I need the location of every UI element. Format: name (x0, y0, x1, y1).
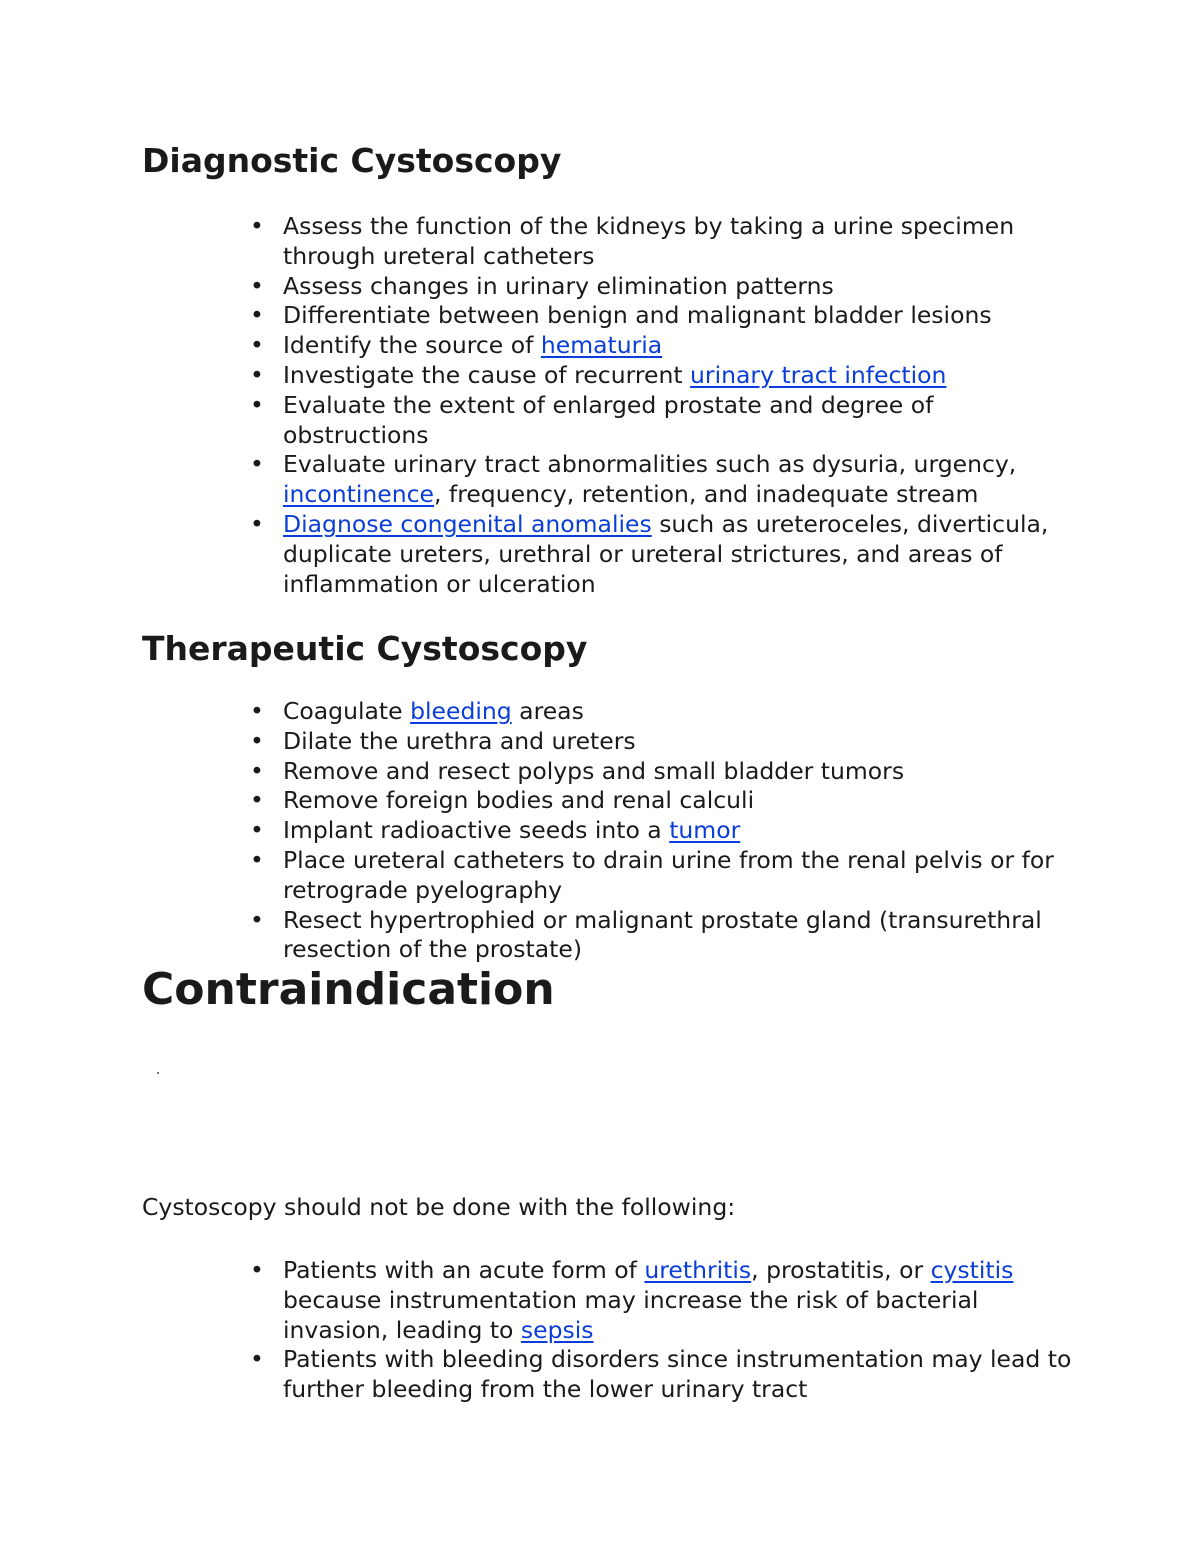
list-item (142, 757, 1072, 787)
item-text: Assess changes in urinary elimination patterns (283, 271, 834, 300)
bullet-icon: • (250, 450, 264, 479)
item-text: Evaluate urinary tract abnormalities such as dysuria, urgency, (283, 450, 1017, 479)
diagnostic-heading: Diagnostic Cystoscopy (142, 141, 562, 180)
therapeutic-heading: Therapeutic Cystoscopy (142, 629, 588, 668)
item-text: Assess the function of the kidneys by taking a urine specimen through ureteral catheters (283, 212, 1015, 270)
item-text: Differentiate between benign and malignant bladder lesions (283, 301, 992, 330)
item-text: areas (511, 697, 584, 725)
bullet-icon: • (250, 301, 264, 330)
link-cystitis[interactable]: cystitis (930, 1256, 1014, 1284)
link-incontinence[interactable]: incontinence (283, 480, 434, 509)
diagnostic-list (142, 212, 1072, 599)
item-text: because instrumentation may increase the risk of bacterial invasion, leading to (283, 1285, 979, 1344)
list-item (142, 846, 1072, 906)
bullet-icon: • (250, 816, 264, 845)
item-text: such as ureteroceles, diverticula, duplicate ureters, urethral or ureteral strictures, and areas of inflammation or ulceration (283, 509, 1049, 598)
list-item (142, 301, 1072, 331)
bullet-icon: • (250, 331, 264, 360)
item-text: Patients with an acute form of (283, 1256, 645, 1284)
bullet-icon: • (250, 905, 264, 934)
item-text: , prostatitis, or (751, 1256, 931, 1284)
item-text: Implant radioactive seeds into a (283, 816, 670, 845)
list-item (142, 361, 1072, 391)
bullet-icon: • (250, 212, 264, 240)
list-item (142, 391, 1072, 451)
link-hematuria[interactable]: hematuria (540, 331, 663, 360)
bullet-icon: • (250, 360, 264, 389)
bullet-icon: • (250, 756, 264, 785)
item-text: Evaluate the extent of enlarged prostate and degree of obstructions (283, 390, 934, 449)
link-sepsis[interactable]: sepsis (520, 1315, 594, 1344)
bullet-icon: • (250, 509, 264, 538)
bullet-icon: • (250, 786, 264, 815)
link-urethritis[interactable]: urethritis (644, 1256, 752, 1284)
list-item (142, 786, 1072, 816)
bullet-icon: • (250, 1256, 264, 1284)
list-item (142, 1345, 1072, 1405)
list-item (142, 816, 1072, 846)
contraindication-list (142, 1256, 1072, 1405)
list-item (142, 906, 1072, 966)
contraindication-intro: Cystoscopy should not be done with the following: (142, 1193, 736, 1221)
list-item (142, 510, 1072, 599)
list-item (142, 272, 1072, 302)
link-tumor[interactable]: tumor (669, 816, 741, 845)
list-item (142, 727, 1072, 757)
bullet-icon: • (250, 271, 264, 300)
bullet-icon: • (250, 845, 264, 874)
item-text: Identify the source of (283, 331, 541, 360)
item-text: Investigate the cause of recurrent (283, 360, 691, 389)
item-text: Remove and resect polyps and small bladder tumors (283, 756, 905, 785)
therapeutic-list (142, 697, 1072, 965)
list-item (142, 450, 1072, 510)
link-diagnose-congenital-anomalies[interactable]: Diagnose congenital anomalies (283, 509, 652, 538)
item-text: Dilate the urethra and ureters (283, 726, 636, 755)
list-item (142, 1256, 1072, 1345)
item-text: Patients with bleeding disorders since instrumentation may lead to further bleeding from the lower urinary tract (283, 1345, 1072, 1404)
item-text: Remove foreign bodies and renal calculi (283, 786, 755, 815)
list-item (142, 697, 1072, 727)
bullet-icon: • (250, 1345, 264, 1374)
link-bleeding[interactable]: bleeding (410, 697, 512, 725)
item-text: Resect hypertrophied or malignant prostate gland (transurethral resection of the prostate) (283, 905, 1042, 964)
bullet-icon: • (250, 390, 264, 419)
item-text: Coagulate (283, 697, 411, 725)
item-text: Place ureteral catheters to drain urine from the renal pelvis or for retrograde pyelography (283, 845, 1054, 904)
contraindication-heading: Contraindication (142, 964, 555, 1015)
list-item (142, 212, 1072, 272)
list-item (142, 331, 1072, 361)
link-urinary-tract-infection[interactable]: urinary tract infection (690, 360, 947, 389)
bullet-icon: • (250, 726, 264, 755)
item-text: , frequency, retention, and inadequate stream (433, 480, 979, 509)
stray-mark (157, 1072, 159, 1074)
bullet-icon: • (250, 697, 264, 725)
